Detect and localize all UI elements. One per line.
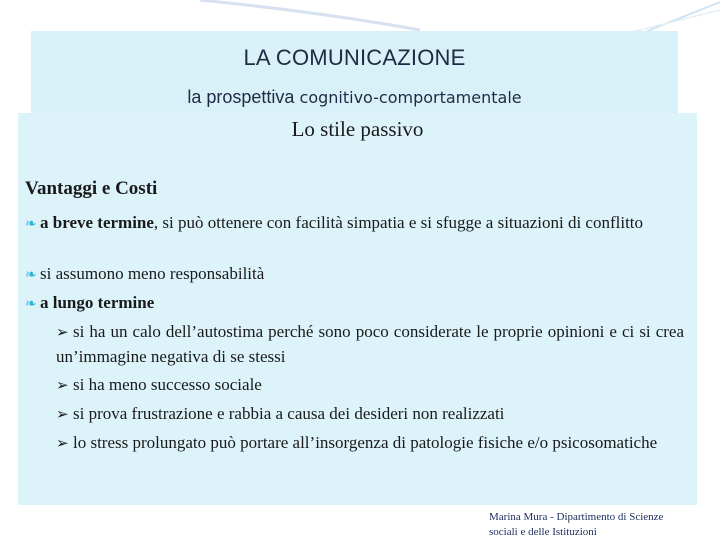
subtitle-main: la prospettiva [187,87,295,107]
section-title: Lo stile passivo [291,117,424,141]
sub-list-item [56,373,684,398]
slide-subtitle [31,87,678,108]
bullet-icon: ❧ [25,297,37,312]
item1-text: , si può ottenere con facilità simpatia e si sfugge a situazioni di conflitto [153,213,644,232]
sub-item-text: lo stress prolungato può portare all’insorgenza di patologie fisiche e/o psicosomatiche [73,433,658,452]
list-item [25,291,685,317]
sub-list-item [56,320,684,369]
sub-item-text: si prova frustrazione e rabbia a causa dei desideri non realizzati [73,404,505,423]
footer-credit [489,510,709,540]
footer-line-1: Marina Mura - Dipartimento di Scienze [489,511,664,523]
sub-list-item [56,402,684,427]
vantaggi-heading: Vantaggi e Costi [25,178,158,199]
footer-line-2: sociali e delle Istituzioni [489,526,597,538]
list-item [25,211,685,237]
item1-bold: a breve termine [40,213,154,232]
header-box [31,31,678,115]
slide-title: LA COMUNICAZIONE [243,45,466,70]
arrow-bullet-icon: ➢ [56,436,69,452]
item2-text: si assumono meno responsabilità [40,264,265,283]
item3-text: a lungo termine [40,293,155,312]
arrow-bullet-icon: ➢ [56,407,69,423]
arrow-bullet-icon: ➢ [56,378,69,394]
arrow-bullet-icon: ➢ [56,325,69,341]
sub-item-text: si ha un calo dell’autostima perché sono poco considerate le proprie opinioni e ci si crea un’immagine negativa di se stessi [56,322,684,366]
content-box [18,113,697,505]
sub-item-text: si ha meno successo sociale [73,375,262,394]
sub-list-item [56,431,684,456]
list-item [25,262,685,288]
subtitle-tail: cognitivo-comportamentale [294,88,522,107]
bullet-icon: ❧ [25,217,37,232]
bullet-icon: ❧ [25,268,37,283]
